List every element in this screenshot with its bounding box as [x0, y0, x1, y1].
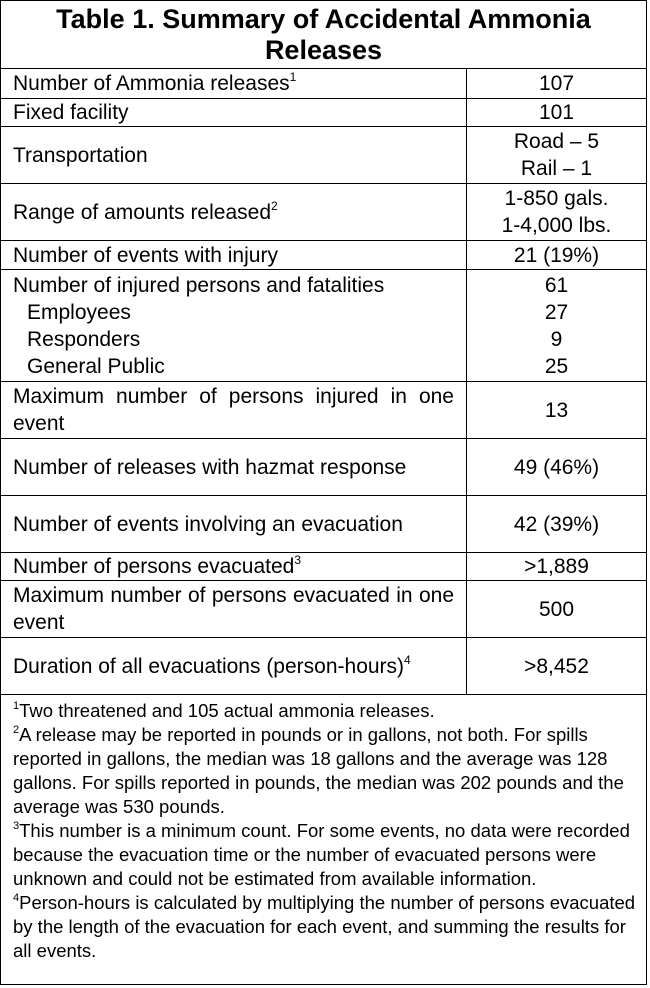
sub-label: General Public [27, 354, 165, 378]
footnote: $^4$Person-hours is calculated by multiplying the number of persons evacuated by the length of the evacuation for each event, and summing the results for all events. [13, 892, 636, 961]
row-value: Road – 5 Rail – 1 [513, 130, 600, 180]
row-value: 101 [538, 101, 575, 124]
row-value: 500 [538, 597, 575, 621]
footnote-ref: 3 [294, 553, 302, 567]
row-label: Number of events involving an evacuation [1, 496, 467, 552]
row-label: Maximum number of persons evacuated in one event [1, 581, 467, 637]
table-row [1, 638, 646, 695]
table-row [1, 439, 646, 496]
row-value: >1,889 [524, 555, 589, 578]
row-value: 42 (39%) [513, 512, 600, 536]
sub-label: Responders [27, 327, 141, 351]
table-row [1, 69, 646, 99]
row-label: Number of releases with hazmat response [1, 439, 467, 495]
sub-value: 9 [550, 327, 563, 351]
table-row [1, 99, 646, 127]
table-row [1, 553, 646, 581]
footnote-ref: 1 [289, 70, 297, 84]
table-row [1, 382, 646, 439]
table-row [1, 270, 646, 382]
table-row [1, 241, 646, 270]
row-label: Number of injured persons and fatalities Employees Responders General Public [1, 270, 467, 381]
table-title: Table 1. Summary of Accidental Ammonia Releases [1, 1, 646, 69]
sub-value: 27 [544, 300, 569, 324]
footnote-ref: 2 [271, 198, 278, 213]
row-label: Duration of all evacuations (person-hours)$^4$ [1, 638, 467, 694]
row-label: Number of persons evacuated$^3$ [1, 553, 467, 580]
sub-value: 25 [544, 354, 569, 378]
table-row [1, 581, 646, 638]
table-row [1, 184, 646, 241]
row-value: 21 (19%) [513, 243, 600, 267]
footnote-ref: 4 [404, 652, 411, 667]
table-row [1, 127, 646, 184]
footnotes [1, 695, 646, 963]
row-label: Number of Ammonia releases$^1$ [1, 69, 467, 98]
row-value: 49 (46%) [513, 455, 600, 479]
row-label: Range of amounts released$^2$ [1, 184, 467, 240]
footnote: $^3$This number is a minimum count. For some events, no data were recorded because the evacuation time or the number of evacuated persons were unknown and could not be estimated from available information. [13, 820, 630, 889]
sub-label: Employees [27, 300, 131, 324]
footnote: $^1$Two threatened and 105 actual ammonia releases. [13, 700, 435, 721]
row-label: Transportation [1, 127, 467, 183]
table-row [1, 496, 646, 553]
row-value: 61 27 9 25 [467, 270, 646, 381]
row-value: 1-850 gals. 1-4,000 lbs. [501, 187, 612, 237]
row-label: Number of events with injury [1, 241, 467, 269]
row-label: Fixed facility [1, 99, 467, 126]
footnote: $^2$A release may be reported in pounds or in gallons, not both. For spills reported in gallons, the median was 18 gallons and the average was 128 gallons. For spills reported in pounds, the median was 202 pounds and the average was 530 pounds. [13, 724, 624, 817]
row-value: >8,452 [524, 654, 589, 678]
row-value: 107 [538, 72, 575, 95]
row-value: 13 [544, 398, 569, 422]
row-label: Maximum number of persons injured in one event [1, 382, 467, 438]
